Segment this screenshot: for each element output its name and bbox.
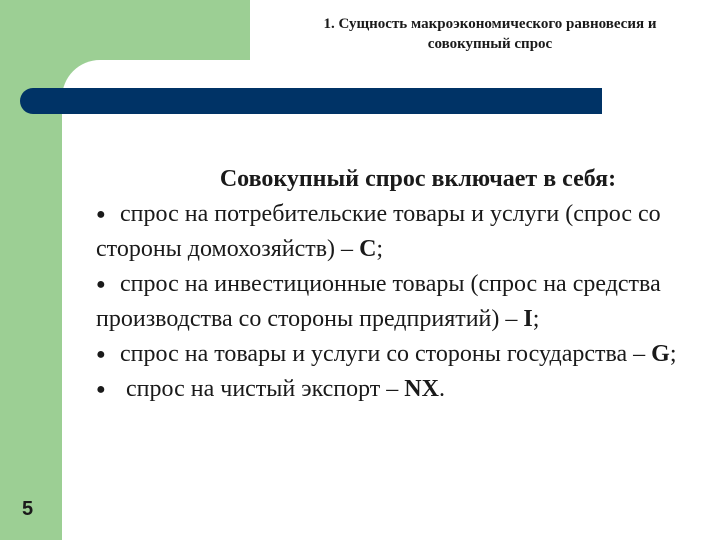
slide-title-line-1: 1. Сущность макроэкономического равновесия и [323,16,657,32]
bullet-list [96,197,696,408]
decorative-title-bar [20,88,602,114]
list-item-text: спрос на товары и услуги со стороны государства – [120,340,652,367]
slide-number: 5 [22,498,34,520]
slide-title-line-2: совокупный спрос [427,36,553,52]
list-item [96,372,696,408]
bullet-icon: ● [96,275,106,293]
variable-symbol: I [523,306,533,332]
variable-symbol: C [359,236,377,262]
variable-symbol: NX [404,376,439,402]
list-item-punctuation: ; [532,306,540,332]
list-item-punctuation: ; [376,236,384,262]
variable-symbol: G [651,340,670,367]
list-item-text: спрос на чистый экспорт – [120,376,405,402]
list-item [96,267,696,337]
list-item [96,197,696,267]
bullet-icon: ● [96,345,106,363]
list-item-punctuation: . [438,376,445,402]
list-item-text: спрос на инвестиционные товары (спрос на средства производства со стороны предприятий) – [96,270,661,332]
bullet-icon: ● [96,205,106,223]
list-item-punctuation: ; [669,340,677,367]
list-item [96,337,696,373]
slide-content [96,162,696,408]
list-item-text: спрос на потребительские товары и услуги (спрос со стороны домохозяйств) – [96,200,661,262]
content-heading: Совокупный спрос включает в себя: [219,166,617,192]
bullet-icon: ● [96,381,106,398]
slide-title [270,14,710,54]
